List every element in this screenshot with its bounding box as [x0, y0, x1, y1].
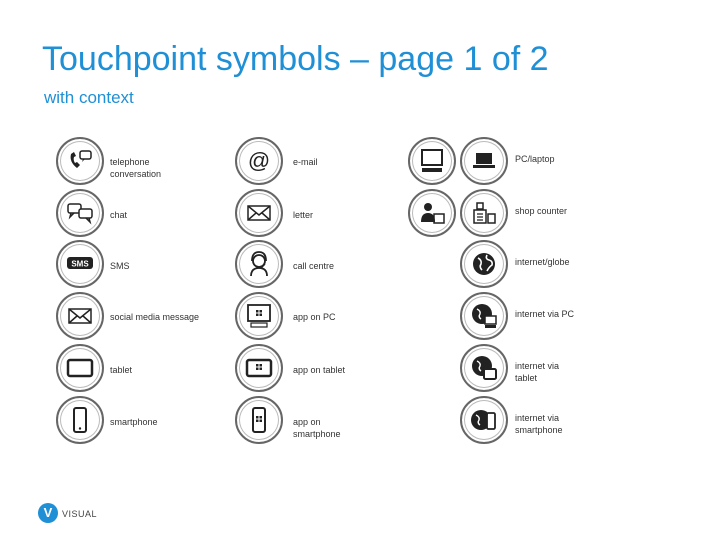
- touchpoint-label: call centre: [293, 261, 335, 271]
- headset-agent-icon: [235, 240, 283, 288]
- touchpoint-label: app on tablet: [293, 365, 346, 375]
- chat-bubbles-icon: [56, 189, 104, 237]
- touchpoint-label: internet via tablet: [515, 361, 560, 383]
- laptop-icon: [460, 137, 508, 185]
- svg-text:SMS: SMS: [71, 259, 89, 269]
- tablet-icon: [56, 344, 104, 392]
- tablet-app-icon: [235, 344, 283, 392]
- brand-logo-text: VISUAL: [62, 509, 98, 519]
- touchpoint-label: internet/globe: [515, 257, 570, 267]
- globe-smartphone-icon: [460, 396, 508, 444]
- brand-logo-icon: V: [38, 503, 58, 523]
- smartphone-app-icon: [235, 396, 283, 444]
- telephone-chat-icon: [56, 137, 104, 185]
- touchpoint-label: PC/laptop: [515, 154, 555, 164]
- touchpoint-label: app on PC: [293, 312, 336, 322]
- envelope-icon: [235, 189, 283, 237]
- envelope-icon: [56, 292, 104, 340]
- touchpoint-label: app on smartphone: [293, 417, 341, 439]
- shop-assistant-icon: [408, 189, 456, 237]
- shop-counter-icon: [460, 189, 508, 237]
- touchpoint-label: e-mail: [293, 157, 318, 167]
- globe-pc-icon: [460, 292, 508, 340]
- globe-tablet-icon: [460, 344, 508, 392]
- sms-icon: [56, 240, 104, 288]
- touchpoint-label: letter: [293, 210, 314, 220]
- touchpoint-label: shop counter: [515, 206, 568, 216]
- touchpoint-label: smartphone: [110, 417, 158, 427]
- at-sign-icon: [235, 137, 283, 185]
- touchpoint-label: internet via smartphone: [515, 413, 563, 435]
- touchpoint-label: tablet: [110, 365, 133, 375]
- touchpoint-label: chat: [110, 210, 128, 220]
- page-subtitle: with context: [44, 88, 134, 107]
- touchpoint-label: internet via PC: [515, 309, 575, 319]
- touchpoint-label: SMS: [110, 261, 130, 271]
- smartphone-icon: [56, 396, 104, 444]
- globe-icon: [460, 240, 508, 288]
- page-title: Touchpoint symbols – page 1 of 2: [42, 40, 549, 78]
- touchpoint-label: social media message: [110, 312, 200, 322]
- desktop-icon: [408, 137, 456, 185]
- svg-text:@: @: [247, 148, 271, 173]
- pc-app-icon: [235, 292, 283, 340]
- touchpoint-label: telephone conversation: [110, 157, 162, 179]
